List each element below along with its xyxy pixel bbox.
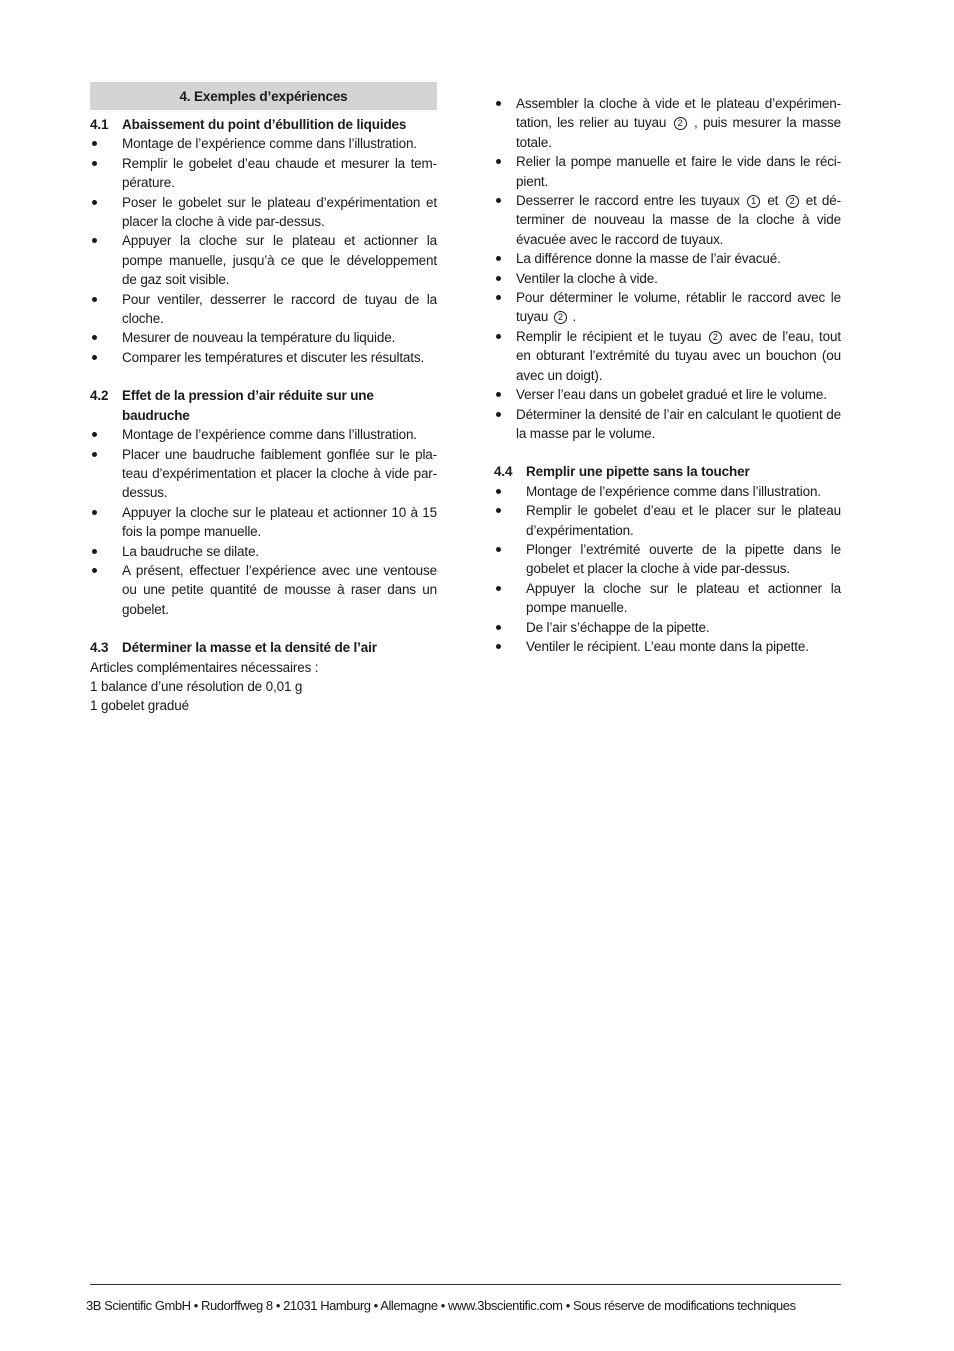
list-item: Desserrer le raccord entre les tuyaux 1 et 2 et dé-terminer de nouveau la masse de la cloche à vide évacuée avec le raccord de tuyaux. xyxy=(494,191,841,249)
section-4-2 xyxy=(90,386,437,619)
list-item: Pour ventiler, desserrer le raccord de tuyau de la cloche. xyxy=(90,290,437,329)
list-item: Verser l’eau dans un gobelet gradué et lire le volume. xyxy=(494,385,841,404)
list-item: Remplir le récipient et le tuyau 2 avec de l’eau, tout en obturant l’extrémité du tuyau avec un bouchon (ou avec un doigt). xyxy=(494,327,841,385)
section-title: 4.3 Déterminer la masse et la densité de l’air xyxy=(90,640,377,656)
bullet-list xyxy=(90,134,437,367)
section-4-3 xyxy=(90,638,437,716)
material-line: 1 balance d’une résolution de 0,01 g xyxy=(90,678,303,694)
list-item: Ventiler la cloche à vide. xyxy=(494,269,841,288)
circled-number: 2 xyxy=(674,117,687,130)
list-item: Appuyer la cloche sur le plateau et actionner 10 à 15 fois la pompe manuelle. xyxy=(90,503,437,542)
circled-number: 2 xyxy=(709,331,722,344)
list-item: Remplir le gobelet d’eau chaude et mesurer la tem-pérature. xyxy=(90,154,437,193)
list-item: Montage de l’expérience comme dans l’illustration. xyxy=(90,134,437,153)
list-item: Déterminer la densité de l’air en calculant le quotient de la masse par le volume. xyxy=(494,405,841,444)
right-column xyxy=(494,94,841,675)
section-4-3-continued xyxy=(494,94,841,443)
bullet-list xyxy=(494,94,841,443)
materials-heading: Articles complémentaires nécessaires : xyxy=(90,659,319,675)
section-header: 4. Exemples d’expériences xyxy=(90,82,437,110)
list-item: Montage de l’expérience comme dans l’illustration. xyxy=(494,482,841,501)
footer-text: 3B Scientific GmbH • Rudorffweg 8 • 21031 Hamburg • Allemagne • www.3bscientific.com • Sous réserve de modifications techniques xyxy=(86,1298,796,1313)
list-item: Poser le gobelet sur le plateau d’expérimentation et placer la cloche à vide par-dessus. xyxy=(90,193,437,232)
footer-divider xyxy=(90,1284,841,1285)
list-item: Relier la pompe manuelle et faire le vide dans le réci-pient. xyxy=(494,152,841,191)
list-item: Appuyer la cloche sur le plateau et actionner la pompe manuelle, jusqu’à ce que le développement de gaz soit visible. xyxy=(90,231,437,289)
circled-number: 2 xyxy=(786,195,799,208)
section-title: 4.1 Abaissement du point d’ébullition de liquides xyxy=(90,117,407,132)
list-item: Montage de l’expérience comme dans l’illustration. xyxy=(90,425,437,444)
list-item: Mesurer de nouveau la température du liquide. xyxy=(90,328,437,347)
section-4-1 xyxy=(90,115,437,367)
list-item: La différence donne la masse de l’air évacué. xyxy=(494,249,841,268)
list-item: Placer une baudruche faiblement gonflée sur le pla-teau d’expérimentation et placer la cloche à vide par-dessus. xyxy=(90,445,437,503)
material-line: 1 gobelet gradué xyxy=(90,698,189,714)
left-column xyxy=(90,82,437,735)
section-4-4 xyxy=(494,462,841,656)
circled-number: 2 xyxy=(554,311,567,324)
section-title: 4.2 Effet de la pression d’air réduite sur une baudruche xyxy=(90,388,374,423)
bullet-list xyxy=(494,482,841,657)
list-item: La baudruche se dilate. xyxy=(90,542,437,561)
list-item: Plonger l’extrémité ouverte de la pipette dans le gobelet et placer la cloche à vide par-dessus. xyxy=(494,540,841,579)
list-item: Assembler la cloche à vide et le plateau d’expérimen-tation, les relier au tuyau 2 , puis mesurer la masse totale. xyxy=(494,94,841,152)
list-item: Remplir le gobelet d’eau et le placer sur le plateau d’expérimentation. xyxy=(494,501,841,540)
list-item: Comparer les températures et discuter les résultats. xyxy=(90,348,437,367)
list-item: Pour déterminer le volume, rétablir le raccord avec le tuyau 2 . xyxy=(494,288,841,327)
circled-number: 1 xyxy=(747,195,760,208)
section-title: 4.4 Remplir une pipette sans la toucher xyxy=(494,464,750,480)
bullet-list xyxy=(90,425,437,619)
list-item: Ventiler le récipient. L’eau monte dans la pipette. xyxy=(494,637,841,656)
list-item: A présent, effectuer l’expérience avec une ventouse ou une petite quantité de mousse à raser dans un gobelet. xyxy=(90,561,437,619)
list-item: De l’air s’échappe de la pipette. xyxy=(494,618,841,637)
list-item: Appuyer la cloche sur le plateau et actionner la pompe manuelle. xyxy=(494,579,841,618)
